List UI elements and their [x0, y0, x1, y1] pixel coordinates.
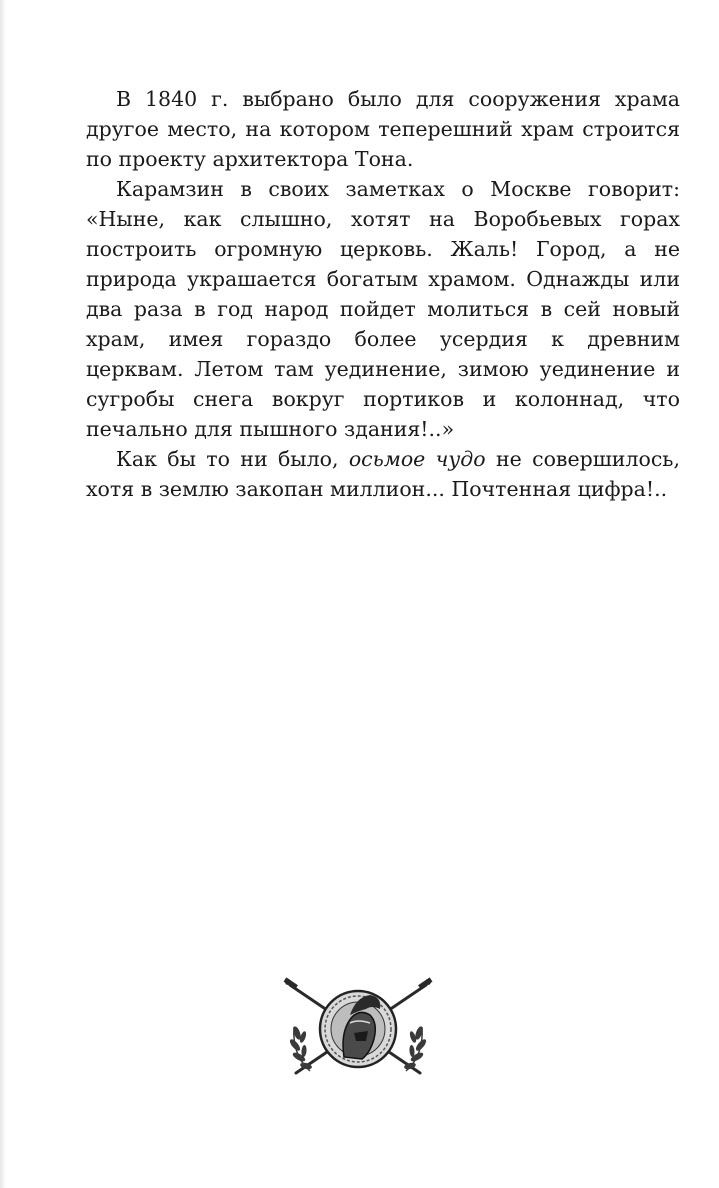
body-text [86, 84, 680, 504]
paragraph-2-text: Карамзин в своих заметках о Москве говорит: «Ныне, как слышно, хотят на Воробьевых горах построить огромную церковь. Жаль! Город, а не природа украшается богатым храмом. Однажды или два раза в год народ пойдет молиться в сей новый храм, имея гораздо более усердия к древним церквам. Летом там уединение, зимою уединение и сугробы снега вокруг портиков и колоннад, что печально для пышного здания!..» [86, 177, 680, 441]
paragraph-1-text: В 1840 г. выбрано было для сооружения храма другое место, на котором теперешний храм строится по проекту архитектора Тона. [86, 87, 680, 171]
paragraph-3 [86, 444, 680, 504]
page-edge [0, 0, 6, 1188]
laurel-wreath-left-icon [288, 1025, 312, 1071]
paragraph-2-karamzin-quote [86, 174, 680, 444]
crest-helmet-swords-wreath-icon [270, 975, 446, 1081]
paragraph-1 [86, 84, 680, 174]
paragraph-3-text-start: Как бы то ни было, [116, 447, 349, 471]
paragraph-3-italic-phrase: осьмое чудо [348, 447, 486, 471]
laurel-wreath-right-icon [403, 1025, 427, 1071]
paragraph-3-text-end: не совершилось, хотя в землю закопан миллион... Почтенная цифра!.. [86, 447, 680, 501]
sword-hilts-icon [284, 977, 433, 989]
